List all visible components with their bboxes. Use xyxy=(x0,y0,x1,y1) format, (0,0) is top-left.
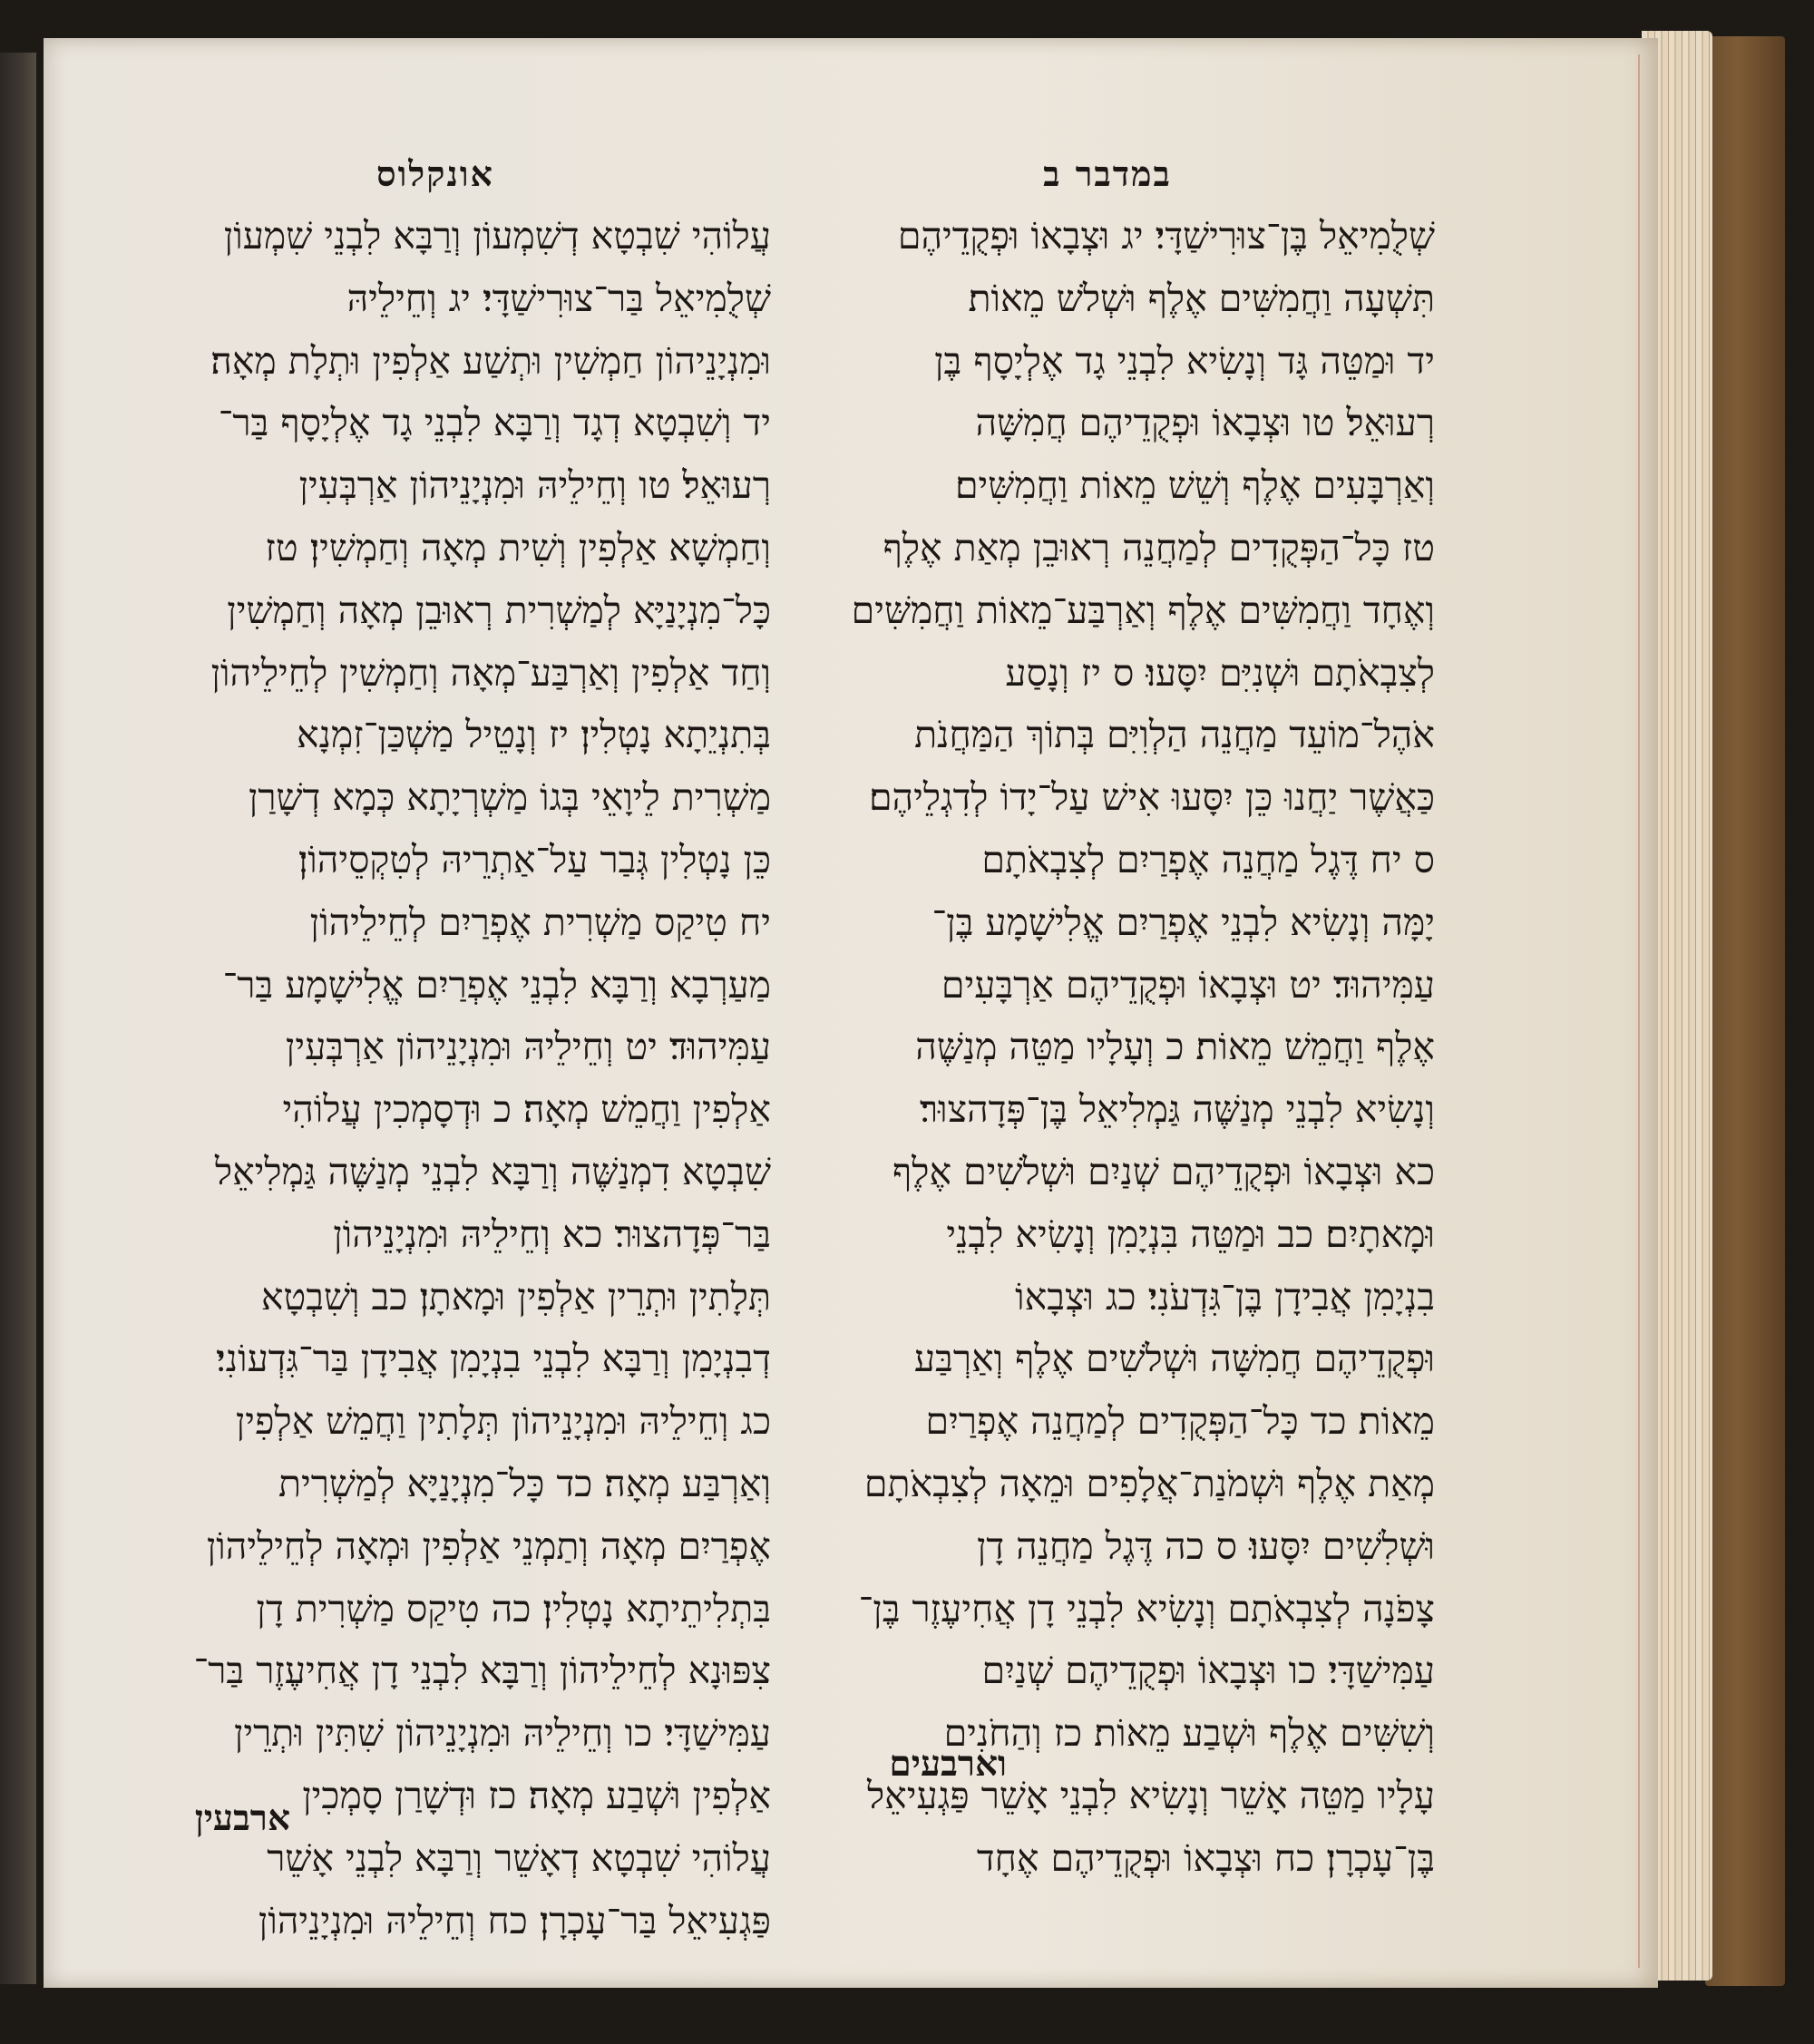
text-line: שְׁלֻמִיאֵל בֶּן־צוּרִישַׁדָּי׃ יג וּצְבָאוֹ וּפְקֻדֵיהֶם xyxy=(897,214,1435,258)
text-line: עַמִּישַׁדָּי׃ כו וּצְבָאוֹ וּפְקֻדֵיהֶם שְׁנַיִם xyxy=(981,1649,1435,1693)
text-line: טז כָּל־הַפְּקֻדִים לְמַחֲנֵה רְאוּבֵן מְאַת אֶלֶף xyxy=(883,525,1435,569)
text-line: כֵּן נָטְלִין גְּבַר עַל־אַתְרֵיהּ לְטִקְסֵיהוֹן׃ xyxy=(297,837,771,881)
text-line: יח טִיקַס מַשְׁרִית אֶפְרַיִם לְחֵילֵיהוֹן xyxy=(309,900,771,944)
text-line: מַשְׁרִית לֵיוָאֵי בְּגוֹ מַשְׁרְיָתָא כְּמָא דְשָׁרַן xyxy=(248,775,771,820)
text-line: אַלְפִין וַחֲמֵשׁ מְאָה׃ כ וּדְסָמְכִין עֲלוֹהִי xyxy=(282,1087,771,1132)
text-line: מַעַרְבָא וְרַבָּא לִבְנֵי אֶפְרַיִם אֱלִישָׁמָע בַּר־ xyxy=(222,962,771,1007)
text-line: אֹהֶל־מוֹעֵד מַחֲנֵה הַלְוִיִּם בְּתוֹךְ הַמַּחֲנֹת xyxy=(914,713,1435,757)
text-line: לְצִבְאֹתָם וּשְׁנִיִּם יִסָּעוּ׃ ס יז וְנָסַע xyxy=(1005,650,1435,695)
text-line: עַמִּישַׁדָּי׃ כו וְחֵילֵיהּ וּמִנְיָנֵיהוֹן שִׁתִּין וּתְרֵין xyxy=(233,1711,771,1756)
onkelos-text-lines xyxy=(100,205,771,1952)
text-line: עֲלוֹהִי שִׁבְטָא דְאָשֵׁר וְרַבָּא לִבְנֵי אָשֵׁר xyxy=(267,1835,771,1880)
text-line: וְנָשִׂיא לִבְנֵי מְנַשֶּׁה גַּמְלִיאֵל בֶּן־פְּדָהצוּר׃ xyxy=(920,1087,1435,1132)
text-line: מְאַת אֶלֶף וּשְׁמֹנַת־אֲלָפִים וּמֵאָה לְצִבְאֹתָם xyxy=(863,1461,1435,1505)
onkelos-text-column xyxy=(100,143,771,1952)
text-line: ס יח דֶּגֶל מַחֲנֵה אֶפְרַיִם לְצִבְאֹתָם xyxy=(981,837,1435,881)
page-fold-line xyxy=(1638,54,1640,1968)
text-line: תִּשְׁעָה וַחֲמִשִּׁים אֶלֶף וּשְׁלֹשׁ מֵאוֹת׃ xyxy=(968,276,1435,320)
text-line: שְׁלֻמִיאֵל בַּר־צוּרִישַׁדָּי׃ יג וְחֵילֵיהּ xyxy=(346,276,771,320)
text-line: בִנְיָמִן אֲבִידָן בֶּן־גִּדְעֹנִי׃ כג וּצְבָאוֹ xyxy=(1015,1274,1435,1319)
text-line: תְּלָתִין וּתְרֵין אַלְפִין וּמָאתָן׃ כב וְשִׁבְטָא xyxy=(260,1274,771,1319)
text-line: פַּגְעִיאֵל בַּר־עָכְרָן׃ כח וְחֵילֵיהּ וּמִנְיָנֵיהוֹן xyxy=(258,1898,771,1942)
text-line: כַּאֲשֶׁר יַחֲנוּ כֵּן יִסָּעוּ אִישׁ עַל־יָדוֹ לְדִגְלֵיהֶם׃ xyxy=(868,775,1435,820)
text-line: רְעוּאֵל׃ טו וּצְבָאוֹ וּפְקֻדֵיהֶם חֲמִשָּׁה xyxy=(975,401,1435,445)
text-line: עֲלוֹהִי שִׁבְטָא דְשִׁמְעוֹן וְרַבָּא לִבְנֵי שִׁמְעוֹן xyxy=(223,214,771,258)
text-line: וְחַמְשָׁא אַלְפִין וְשִׁית מְאָה וְחַמְשִׁין׃ טז xyxy=(265,525,771,569)
text-line: כָּל־מִנְיָנַיָּא לְמַשְׁרִית רְאוּבֵן מְאָה וְחַמְשִׁין xyxy=(227,588,771,632)
text-line: עָלָיו מַטֵּה אָשֵׁר וְנָשִׂיא לִבְנֵי אָשֵׁר פַּגְעִיאֵל xyxy=(867,1773,1435,1817)
text-line: רְעוּאֵל׃ טו וְחֵילֵיהּ וּמִנְיָנֵיהוֹן אַרְבְּעִין xyxy=(298,463,771,508)
text-line: צִפּוּנָא לְחֵילֵיהוֹן וְרַבָּא לִבְנֵי דָן אֲחִיעֶזֶר בַּר־ xyxy=(193,1649,771,1693)
book-spine xyxy=(0,53,36,1984)
text-line: צָפֹנָה לְצִבְאֹתָם וְנָשִׂיא לִבְנֵי דָן אֲחִיעֶזֶר בֶּן־ xyxy=(858,1586,1435,1630)
text-line: וְשִׁשִּׁים אֶלֶף וּשְׁבַע מֵאוֹת׃ כז וְהַחֹנִים xyxy=(943,1711,1435,1756)
hebrew-text-column xyxy=(780,143,1435,1890)
catchword-hebrew: וארבעים xyxy=(889,1743,1007,1785)
text-line: וּפְקֻדֵיהֶם חֲמִשָּׁה וּשְׁלֹשִׁים אֶלֶף וְאַרְבַּע xyxy=(913,1337,1435,1381)
text-line: כא וּצְבָאוֹ וּפְקֻדֵיהֶם שְׁנַיִם וּשְׁלֹשִׁים אֶלֶף xyxy=(892,1149,1435,1193)
text-line: דְבִנְיָמִן וְרַבָּא לִבְנֵי בִנְיָמִן אֲבִידָן בַּר־גִּדְעוֹנִי׃ xyxy=(216,1337,771,1381)
catchword-onkelos: ארבעין xyxy=(194,1797,290,1839)
text-line: אֶלֶף וַחֲמֵשׁ מֵאוֹת׃ כ וְעָלָיו מַטֵּה מְנַשֶּׁה xyxy=(915,1025,1435,1069)
running-head-onkelos: אונקלוס xyxy=(376,153,494,194)
text-line: בַּר־פְּדָהצוּר׃ כא וְחֵילֵיהּ וּמִנְיָנֵיהוֹן xyxy=(333,1212,771,1256)
text-line: יד וְשִׁבְטָא דְגָד וְרַבָּא לִבְנֵי גָד אֶלְיָסָף בַּר־ xyxy=(218,401,771,445)
text-line: אֶפְרַיִם מְאָה וְתַמְנֵי אַלְפִין וּמְאָה לְחֵילֵיהוֹן xyxy=(206,1523,771,1568)
text-line: עַמִּיהוּד׃ יט וּצְבָאוֹ וּפְקֻדֵיהֶם אַרְבָּעִים xyxy=(941,962,1435,1007)
text-line: וְאֶחָד וַחֲמִשִּׁים אֶלֶף וְאַרְבַּע־מֵאוֹת וַחֲמִשִּׁים xyxy=(851,588,1435,632)
text-line: כג וְחֵילֵיהּ וּמִנְיָנֵיהוֹן תְּלָתִין וַחֲמֵשׁ אַלְפִין xyxy=(235,1399,771,1444)
text-line: וְאַרְבָּעִים אֶלֶף וְשֵׁשׁ מֵאוֹת וַחֲמִשִּׁים׃ xyxy=(954,463,1435,508)
text-line: וּמָאתָיִם׃ כב וּמַטֵּה בִּנְיָמִן וְנָשִׂיא לִבְנֵי xyxy=(946,1212,1435,1256)
text-line: שִׁבְטָא דִמְנַשֶּׁה וְרַבָּא לִבְנֵי מְנַשֶּׁה גַּמְלִיאֵל xyxy=(214,1149,771,1193)
text-line: אַלְפִין וּשְׁבַע מְאָה׃ כז וּדְשָׁרַן סָמְכִין xyxy=(302,1773,771,1817)
text-line: מֵאוֹת׃ כד כָּל־הַפְּקֻדִים לְמַחֲנֵה אֶפְרַיִם xyxy=(925,1399,1435,1444)
text-line: יד וּמַטֵּה גָּד וְנָשִׂיא לִבְנֵי גָד אֶלְיָסָף בֶּן xyxy=(934,338,1435,383)
text-line: וְחַד אַלְפִין וְאַרְבַּע־מְאָה וְחַמְשִׁין לְחֵילֵיהוֹן xyxy=(210,650,771,695)
text-line: בִּתְלִיתֵיתָא נָטְלִין׃ כה טִיקַס מַשְׁרִית דָן xyxy=(256,1586,771,1630)
text-line: עַמִּיהוּד׃ יט וְחֵילֵיהּ וּמִנְיָנֵיהוֹן אַרְבְּעִין xyxy=(285,1025,771,1069)
text-line: יָמָּה וְנָשִׂיא לִבְנֵי אֶפְרַיִם אֱלִישָׁמָע בֶּן־ xyxy=(931,900,1435,944)
hebrew-text-lines xyxy=(780,205,1435,1890)
text-line: וּמִנְיָנֵיהוֹן חַמְשִׁין וּתְשַׁע אַלְפִין וּתְלָת מְאָה׃ xyxy=(210,338,771,383)
text-line: וּשְׁלִשִׁים יִסָּעוּ׃ ס כה דֶּגֶל מַחֲנֵה דָן xyxy=(976,1523,1435,1568)
text-line: וְאַרְבַּע מְאָה׃ כד כָּל־מִנְיָנַיָּא לְמַשְׁרִית xyxy=(278,1461,771,1505)
text-line: בֶּן־עָכְרָן׃ כח וּצְבָאוֹ וּפְקֻדֵיהֶם אֶחָד xyxy=(976,1835,1435,1880)
running-head-bamidbar: במדבר ב xyxy=(1043,153,1172,194)
text-line: בְּתִנְיֵתָא נָטְלִין׃ יז וְנָטֵיל מַשְׁכַּן־זִמְנָא xyxy=(297,713,771,757)
book-cover-edge xyxy=(1705,36,1785,1986)
